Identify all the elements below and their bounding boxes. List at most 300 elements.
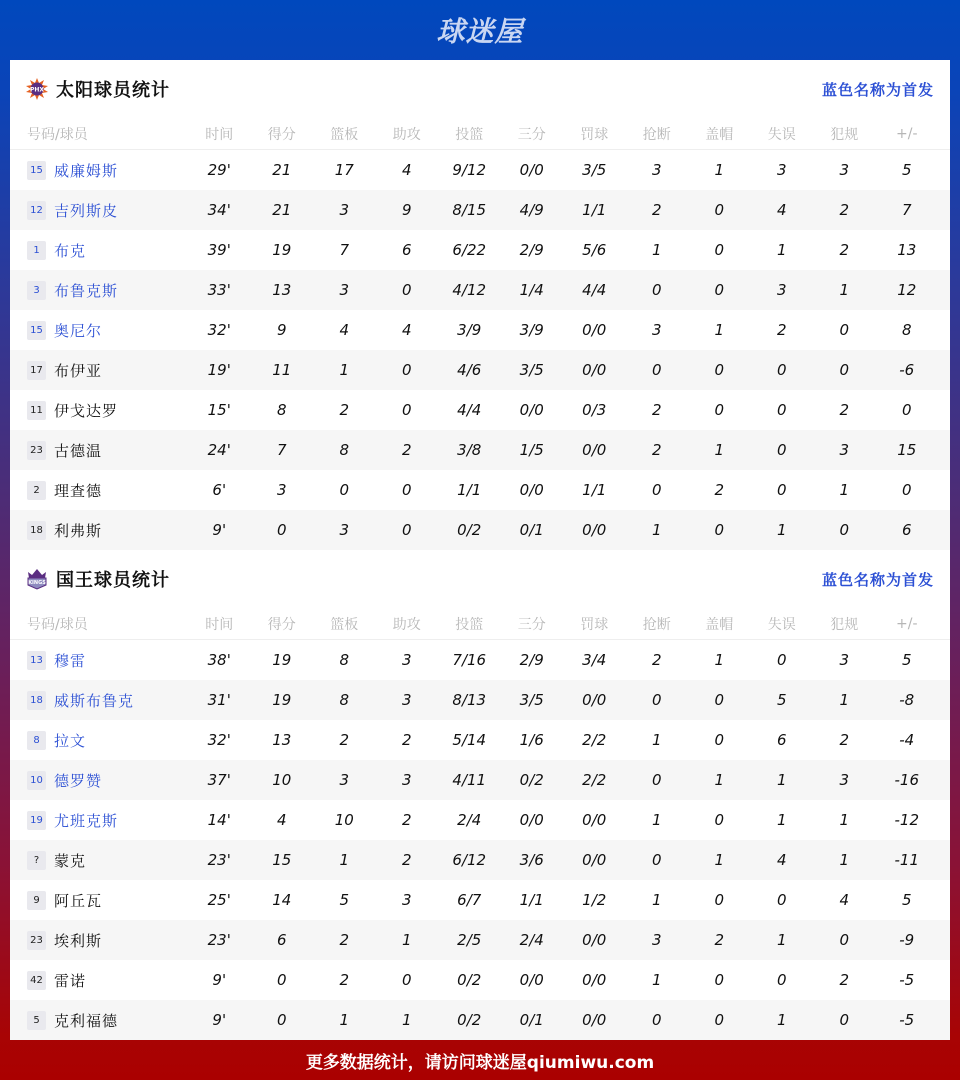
stat-cell: 0/0 bbox=[582, 971, 607, 989]
stat-cell: 1 bbox=[651, 521, 662, 539]
stat-cell: 3 bbox=[339, 281, 350, 299]
stat-cell: 6 bbox=[276, 931, 287, 949]
stat-cell: 0 bbox=[839, 521, 850, 539]
stat-cell: 1/1 bbox=[582, 481, 607, 499]
stat-cell: 6' bbox=[212, 481, 227, 499]
column-header-player bbox=[10, 614, 188, 634]
stat-cell: 32' bbox=[207, 321, 231, 339]
stat-cell: 6/7 bbox=[457, 891, 482, 909]
stat-cell: 8/13 bbox=[452, 691, 487, 709]
stat-cell: 0 bbox=[776, 361, 787, 379]
app-header bbox=[0, 0, 960, 60]
column-header-label: 得分 bbox=[267, 616, 296, 633]
stat-cell: 1 bbox=[839, 811, 850, 829]
stat-cell: 2 bbox=[339, 931, 350, 949]
stat-cell: 5/6 bbox=[582, 241, 607, 259]
player-row[interactable] bbox=[10, 310, 950, 350]
jersey-number-badge: 19 bbox=[27, 811, 46, 830]
stat-cell: 1/1 bbox=[457, 481, 482, 499]
stat-cell: 9' bbox=[212, 1011, 227, 1029]
player-name[interactable]: 布伊亚 bbox=[54, 361, 103, 380]
stat-cell: 0 bbox=[776, 891, 787, 909]
column-header-label: 时间 bbox=[205, 616, 234, 633]
player-name[interactable]: 伊戈达罗 bbox=[54, 401, 119, 420]
stat-cell: 3 bbox=[839, 771, 850, 789]
stat-cell: 3 bbox=[276, 481, 287, 499]
stat-cell: 4 bbox=[839, 891, 850, 909]
stat-cell: 2 bbox=[339, 731, 350, 749]
stat-cell: 23' bbox=[207, 931, 231, 949]
player-name[interactable]: 古德温 bbox=[54, 441, 103, 460]
stat-cell: -4 bbox=[899, 731, 915, 749]
stat-cell: 1 bbox=[714, 161, 725, 179]
stat-cell: 1 bbox=[714, 651, 725, 669]
stat-cell: 14' bbox=[207, 811, 231, 829]
stat-cell: 2 bbox=[339, 401, 350, 419]
stat-cell: 0 bbox=[651, 771, 662, 789]
stat-cell: 0 bbox=[651, 1011, 662, 1029]
stat-cell: 0 bbox=[401, 481, 412, 499]
stat-cell: 33' bbox=[207, 281, 231, 299]
stat-cell: 2 bbox=[339, 971, 350, 989]
stat-cell: 4/12 bbox=[452, 281, 487, 299]
stat-cell: 1 bbox=[839, 691, 850, 709]
stat-cell: 5 bbox=[901, 161, 912, 179]
team-title bbox=[26, 566, 170, 592]
player-row[interactable] bbox=[10, 150, 950, 190]
stat-cell: 1 bbox=[839, 481, 850, 499]
stat-cell: 19' bbox=[207, 361, 231, 379]
stat-cell: 12 bbox=[897, 281, 917, 299]
player-cell bbox=[10, 890, 188, 911]
stat-cell: 1 bbox=[339, 851, 350, 869]
stat-cell: 0 bbox=[714, 361, 725, 379]
stat-cell: 3/5 bbox=[519, 691, 544, 709]
stat-cell: 2 bbox=[714, 931, 725, 949]
stat-cell: 32' bbox=[207, 731, 231, 749]
stat-cell: 2/9 bbox=[519, 651, 544, 669]
stat-cell: 1 bbox=[839, 851, 850, 869]
jersey-number-badge: 9 bbox=[27, 891, 46, 910]
svg-text:KINGS: KINGS bbox=[28, 580, 46, 586]
stat-cell: 0 bbox=[714, 731, 725, 749]
stat-cell: 0 bbox=[276, 971, 287, 989]
stat-cell: 2 bbox=[401, 441, 412, 459]
stat-cell: 0 bbox=[714, 521, 725, 539]
player-row[interactable] bbox=[10, 230, 950, 270]
player-name[interactable]: 拉文 bbox=[54, 731, 87, 750]
stat-cell: 8 bbox=[339, 441, 350, 459]
jersey-number-badge: 15 bbox=[27, 321, 46, 340]
column-header-row bbox=[10, 118, 950, 150]
footer-banner[interactable] bbox=[0, 1040, 960, 1080]
stat-cell: 6 bbox=[401, 241, 412, 259]
player-cell bbox=[10, 200, 188, 221]
stat-cell: 4/11 bbox=[452, 771, 487, 789]
stat-cell: 0 bbox=[714, 691, 725, 709]
stat-cell: 5 bbox=[901, 891, 912, 909]
column-header-label: 罚球 bbox=[580, 126, 609, 143]
stat-cell: 2 bbox=[401, 811, 412, 829]
stat-cell: 0 bbox=[651, 281, 662, 299]
player-name[interactable]: 理查德 bbox=[54, 481, 103, 500]
stat-cell: -8 bbox=[899, 691, 915, 709]
stat-cell: 2/2 bbox=[582, 731, 607, 749]
stat-cell: 1 bbox=[401, 1011, 412, 1029]
stat-cell: 29' bbox=[207, 161, 231, 179]
column-header-label: 助攻 bbox=[392, 616, 421, 633]
stat-cell: -5 bbox=[899, 1011, 915, 1029]
stat-cell: 0 bbox=[651, 481, 662, 499]
stat-cell: 3 bbox=[339, 521, 350, 539]
stat-cell: 6/22 bbox=[452, 241, 487, 259]
stat-cell: 0/0 bbox=[582, 361, 607, 379]
stat-cell: 3 bbox=[651, 931, 662, 949]
player-name[interactable]: 蒙克 bbox=[54, 851, 87, 870]
player-cell bbox=[10, 240, 188, 261]
stat-cell: 3 bbox=[776, 161, 787, 179]
stat-cell: 0/0 bbox=[582, 811, 607, 829]
column-header-label: 犯规 bbox=[830, 126, 859, 143]
column-header-label: 三分 bbox=[517, 126, 546, 143]
jersey-number-badge: 17 bbox=[27, 361, 46, 380]
sac-kings-logo-icon bbox=[26, 568, 48, 590]
player-row[interactable] bbox=[10, 1000, 950, 1040]
player-name[interactable]: 威斯布鲁克 bbox=[54, 691, 135, 710]
player-cell bbox=[10, 810, 188, 831]
stat-cell: 0 bbox=[276, 521, 287, 539]
stat-cell: 5 bbox=[339, 891, 350, 909]
stat-cell: 0/2 bbox=[457, 971, 482, 989]
stat-cell: 24' bbox=[207, 441, 231, 459]
stat-cell: 3/4 bbox=[582, 651, 607, 669]
stat-cell: 2 bbox=[839, 201, 850, 219]
stat-cell: 2/4 bbox=[519, 931, 544, 949]
stat-cell: 6 bbox=[901, 521, 912, 539]
player-row[interactable] bbox=[10, 720, 950, 760]
column-header-label: 得分 bbox=[267, 126, 296, 143]
column-header-label: +/- bbox=[896, 615, 918, 632]
column-header-label: 投篮 bbox=[455, 616, 484, 633]
stat-cell: 2/5 bbox=[457, 931, 482, 949]
stat-cell: 2 bbox=[776, 321, 787, 339]
stat-cell: 7 bbox=[901, 201, 912, 219]
stat-cell: 10 bbox=[334, 811, 354, 829]
stat-cell: 4/4 bbox=[457, 401, 482, 419]
footer-link[interactable]: 更多数据统计，请访问球迷屋qiumiwu.com bbox=[305, 1052, 655, 1073]
phx-suns-logo-icon bbox=[26, 78, 48, 100]
player-name[interactable]: 克利福德 bbox=[54, 1011, 119, 1030]
player-name[interactable]: 威廉姆斯 bbox=[54, 161, 119, 180]
stat-cell: 8 bbox=[339, 651, 350, 669]
stat-cell: 13 bbox=[272, 281, 292, 299]
stat-cell: 7/16 bbox=[452, 651, 487, 669]
jersey-number-badge: 42 bbox=[27, 971, 46, 990]
stat-cell: 0 bbox=[901, 401, 912, 419]
stat-cell: 8 bbox=[276, 401, 287, 419]
stat-cell: 1 bbox=[776, 521, 787, 539]
stat-cell: 2/4 bbox=[457, 811, 482, 829]
stat-cell: 0 bbox=[401, 521, 412, 539]
column-header-label: 三分 bbox=[517, 616, 546, 633]
stat-cell: 21 bbox=[272, 161, 292, 179]
stat-cell: 0 bbox=[839, 361, 850, 379]
stat-cell: 21 bbox=[272, 201, 292, 219]
stat-cell: 0 bbox=[714, 971, 725, 989]
player-row[interactable] bbox=[10, 960, 950, 1000]
stat-cell: 2 bbox=[839, 401, 850, 419]
player-row[interactable] bbox=[10, 880, 950, 920]
svg-text:PHX: PHX bbox=[29, 86, 45, 94]
player-cell bbox=[10, 400, 188, 421]
stat-cell: 19 bbox=[272, 241, 292, 259]
column-header-label: 盖帽 bbox=[705, 616, 734, 633]
stat-cell: 0 bbox=[776, 401, 787, 419]
stat-cell: 0 bbox=[901, 481, 912, 499]
stat-cell: 3 bbox=[839, 161, 850, 179]
stat-cell: -12 bbox=[894, 811, 919, 829]
stat-cell: 9' bbox=[212, 521, 227, 539]
column-header-row bbox=[10, 608, 950, 640]
stat-cell: 0/0 bbox=[582, 521, 607, 539]
stat-cell: 1 bbox=[339, 361, 350, 379]
player-row[interactable] bbox=[10, 840, 950, 880]
stat-cell: 19 bbox=[272, 691, 292, 709]
stat-cell: 7 bbox=[276, 441, 287, 459]
stat-cell: 34' bbox=[207, 201, 231, 219]
team-section bbox=[10, 550, 950, 1040]
stat-cell: 6/12 bbox=[452, 851, 487, 869]
stat-cell: 0 bbox=[401, 281, 412, 299]
stat-cell: 14 bbox=[272, 891, 292, 909]
stat-cell: 39' bbox=[207, 241, 231, 259]
player-row[interactable] bbox=[10, 640, 950, 680]
stat-cell: 1/5 bbox=[519, 441, 544, 459]
player-name[interactable]: 雷诺 bbox=[54, 971, 87, 990]
stat-cell: 4/6 bbox=[457, 361, 482, 379]
stat-cell: 0 bbox=[651, 361, 662, 379]
stat-cell: 3 bbox=[839, 441, 850, 459]
stat-cell: 0 bbox=[839, 321, 850, 339]
stat-cell: 4 bbox=[401, 161, 412, 179]
player-cell bbox=[10, 160, 188, 181]
stat-cell: 4 bbox=[276, 811, 287, 829]
stat-cell: 15' bbox=[207, 401, 231, 419]
player-name[interactable]: 布克 bbox=[54, 241, 87, 260]
stat-cell: 0 bbox=[714, 891, 725, 909]
stat-cell: 3/5 bbox=[519, 361, 544, 379]
player-name[interactable]: 布鲁克斯 bbox=[54, 281, 119, 300]
jersey-number-badge: ? bbox=[27, 851, 46, 870]
stat-cell: 1/6 bbox=[519, 731, 544, 749]
player-name[interactable]: 奥尼尔 bbox=[54, 321, 103, 340]
stat-cell: 3/9 bbox=[519, 321, 544, 339]
stat-cell: 2 bbox=[839, 241, 850, 259]
stat-cell: 2 bbox=[401, 731, 412, 749]
stat-cell: 7 bbox=[339, 241, 350, 259]
player-row[interactable] bbox=[10, 350, 950, 390]
stat-cell: 1 bbox=[776, 931, 787, 949]
player-row[interactable] bbox=[10, 680, 950, 720]
stat-cell: 0 bbox=[776, 971, 787, 989]
stat-cell: 1 bbox=[651, 891, 662, 909]
player-cell bbox=[10, 730, 188, 751]
stat-cell: -9 bbox=[899, 931, 915, 949]
stat-cell: 8/15 bbox=[452, 201, 487, 219]
stat-cell: 3/8 bbox=[457, 441, 482, 459]
player-cell bbox=[10, 690, 188, 711]
stat-cell: 0/0 bbox=[582, 441, 607, 459]
stat-cell: 3 bbox=[401, 691, 412, 709]
stat-cell: 0 bbox=[401, 401, 412, 419]
stat-cell: 1 bbox=[651, 731, 662, 749]
stat-cell: 0 bbox=[839, 931, 850, 949]
section-header bbox=[10, 550, 950, 608]
column-header-label: 失误 bbox=[767, 126, 796, 143]
player-cell bbox=[10, 930, 188, 951]
jersey-number-badge: 23 bbox=[27, 441, 46, 460]
stat-cell: 3 bbox=[401, 771, 412, 789]
stat-cell: 2 bbox=[839, 971, 850, 989]
player-row[interactable] bbox=[10, 390, 950, 430]
column-header-label: 抢断 bbox=[642, 126, 671, 143]
stat-cell: 13 bbox=[897, 241, 917, 259]
column-header-label: 篮板 bbox=[330, 616, 359, 633]
stat-cell: 1 bbox=[401, 931, 412, 949]
player-cell bbox=[10, 650, 188, 671]
player-name[interactable]: 穆雷 bbox=[54, 651, 87, 670]
stat-cell: 0/2 bbox=[457, 521, 482, 539]
jersey-number-badge: 3 bbox=[27, 281, 46, 300]
column-header-player bbox=[10, 124, 188, 144]
stat-cell: 17 bbox=[334, 161, 354, 179]
stat-cell: 3/5 bbox=[582, 161, 607, 179]
column-header-label: 抢断 bbox=[642, 616, 671, 633]
player-cell bbox=[10, 480, 188, 501]
stat-cell: 1 bbox=[651, 811, 662, 829]
column-header-label: 失误 bbox=[767, 616, 796, 633]
stat-cell: 0 bbox=[776, 481, 787, 499]
player-cell bbox=[10, 850, 188, 871]
column-header-label: 盖帽 bbox=[705, 126, 734, 143]
player-row[interactable] bbox=[10, 190, 950, 230]
stat-cell: 1 bbox=[776, 771, 787, 789]
player-cell bbox=[10, 1010, 188, 1031]
stat-cell: 1 bbox=[776, 241, 787, 259]
player-name[interactable]: 埃利斯 bbox=[54, 931, 103, 950]
jersey-number-badge: 2 bbox=[27, 481, 46, 500]
stat-cell: 1/1 bbox=[519, 891, 544, 909]
stat-cell: 10 bbox=[272, 771, 292, 789]
jersey-number-badge: 18 bbox=[27, 691, 46, 710]
stat-cell: 5/14 bbox=[452, 731, 487, 749]
player-name[interactable]: 德罗赞 bbox=[54, 771, 103, 790]
stat-cell: 0/0 bbox=[519, 481, 544, 499]
stat-cell: 0 bbox=[651, 691, 662, 709]
stat-cell: 1 bbox=[714, 771, 725, 789]
stat-cell: 9/12 bbox=[452, 161, 487, 179]
stat-cell: 3 bbox=[651, 161, 662, 179]
section-header bbox=[10, 60, 950, 118]
stat-cell: 3/6 bbox=[519, 851, 544, 869]
stat-cell: 3 bbox=[839, 651, 850, 669]
stat-cell: 1 bbox=[776, 1011, 787, 1029]
stat-cell: 0 bbox=[339, 481, 350, 499]
stat-cell: 3 bbox=[401, 651, 412, 669]
stat-cell: -16 bbox=[894, 771, 919, 789]
player-cell bbox=[10, 770, 188, 791]
stat-cell: 2 bbox=[714, 481, 725, 499]
stat-cell: 37' bbox=[207, 771, 231, 789]
stat-cell: 1 bbox=[651, 241, 662, 259]
stat-cell: 3 bbox=[651, 321, 662, 339]
column-header-label: 犯规 bbox=[830, 616, 859, 633]
stat-cell: 2 bbox=[839, 731, 850, 749]
player-name[interactable]: 利弗斯 bbox=[54, 521, 103, 540]
player-name[interactable]: 阿丘瓦 bbox=[54, 891, 103, 910]
stat-cell: 4/9 bbox=[519, 201, 544, 219]
stat-cell: 0 bbox=[651, 851, 662, 869]
player-name[interactable]: 尤班克斯 bbox=[54, 811, 119, 830]
stat-cell: 4 bbox=[776, 851, 787, 869]
stat-cell: 1 bbox=[714, 851, 725, 869]
stat-cell: 0 bbox=[401, 361, 412, 379]
starter-legend: 蓝色名称为首发 bbox=[821, 80, 934, 99]
stat-cell: 1/4 bbox=[519, 281, 544, 299]
stat-cell: 2 bbox=[651, 651, 662, 669]
stat-cell: 1 bbox=[714, 441, 725, 459]
player-row[interactable] bbox=[10, 760, 950, 800]
site-logo: 球迷屋 bbox=[436, 15, 524, 48]
jersey-number-badge: 1 bbox=[27, 241, 46, 260]
player-row[interactable] bbox=[10, 800, 950, 840]
player-row[interactable] bbox=[10, 430, 950, 470]
stat-cell: 0/0 bbox=[519, 161, 544, 179]
stat-cell: 25' bbox=[207, 891, 231, 909]
player-row[interactable] bbox=[10, 270, 950, 310]
player-row[interactable] bbox=[10, 470, 950, 510]
stat-cell: 0/0 bbox=[519, 401, 544, 419]
stat-cell: 1/2 bbox=[582, 891, 607, 909]
stat-cell: 0 bbox=[714, 401, 725, 419]
stat-cell: -5 bbox=[899, 971, 915, 989]
stat-cell: 2/2 bbox=[582, 771, 607, 789]
stat-cell: 0 bbox=[714, 241, 725, 259]
stat-cell: 19 bbox=[272, 651, 292, 669]
player-name[interactable]: 吉列斯皮 bbox=[54, 201, 119, 220]
stat-cell: 0 bbox=[776, 651, 787, 669]
stat-cell: 3/9 bbox=[457, 321, 482, 339]
stat-cell: 3 bbox=[339, 201, 350, 219]
stat-cell: 0 bbox=[714, 811, 725, 829]
stat-cell: 1 bbox=[651, 971, 662, 989]
stat-cell: 0/0 bbox=[582, 1011, 607, 1029]
player-row[interactable] bbox=[10, 510, 950, 550]
stat-cell: 2 bbox=[651, 201, 662, 219]
stat-cell: 38' bbox=[207, 651, 231, 669]
team-title bbox=[26, 76, 170, 102]
stat-cell: 5 bbox=[776, 691, 787, 709]
player-cell bbox=[10, 280, 188, 301]
jersey-number-badge: 11 bbox=[27, 401, 46, 420]
stat-cell: 4/4 bbox=[582, 281, 607, 299]
stat-cell: 0 bbox=[839, 1011, 850, 1029]
column-header-label: 号码/球员 bbox=[27, 616, 88, 633]
stat-cell: 0 bbox=[776, 441, 787, 459]
stats-card bbox=[10, 60, 950, 1040]
player-row[interactable] bbox=[10, 920, 950, 960]
stat-cell: 15 bbox=[897, 441, 917, 459]
